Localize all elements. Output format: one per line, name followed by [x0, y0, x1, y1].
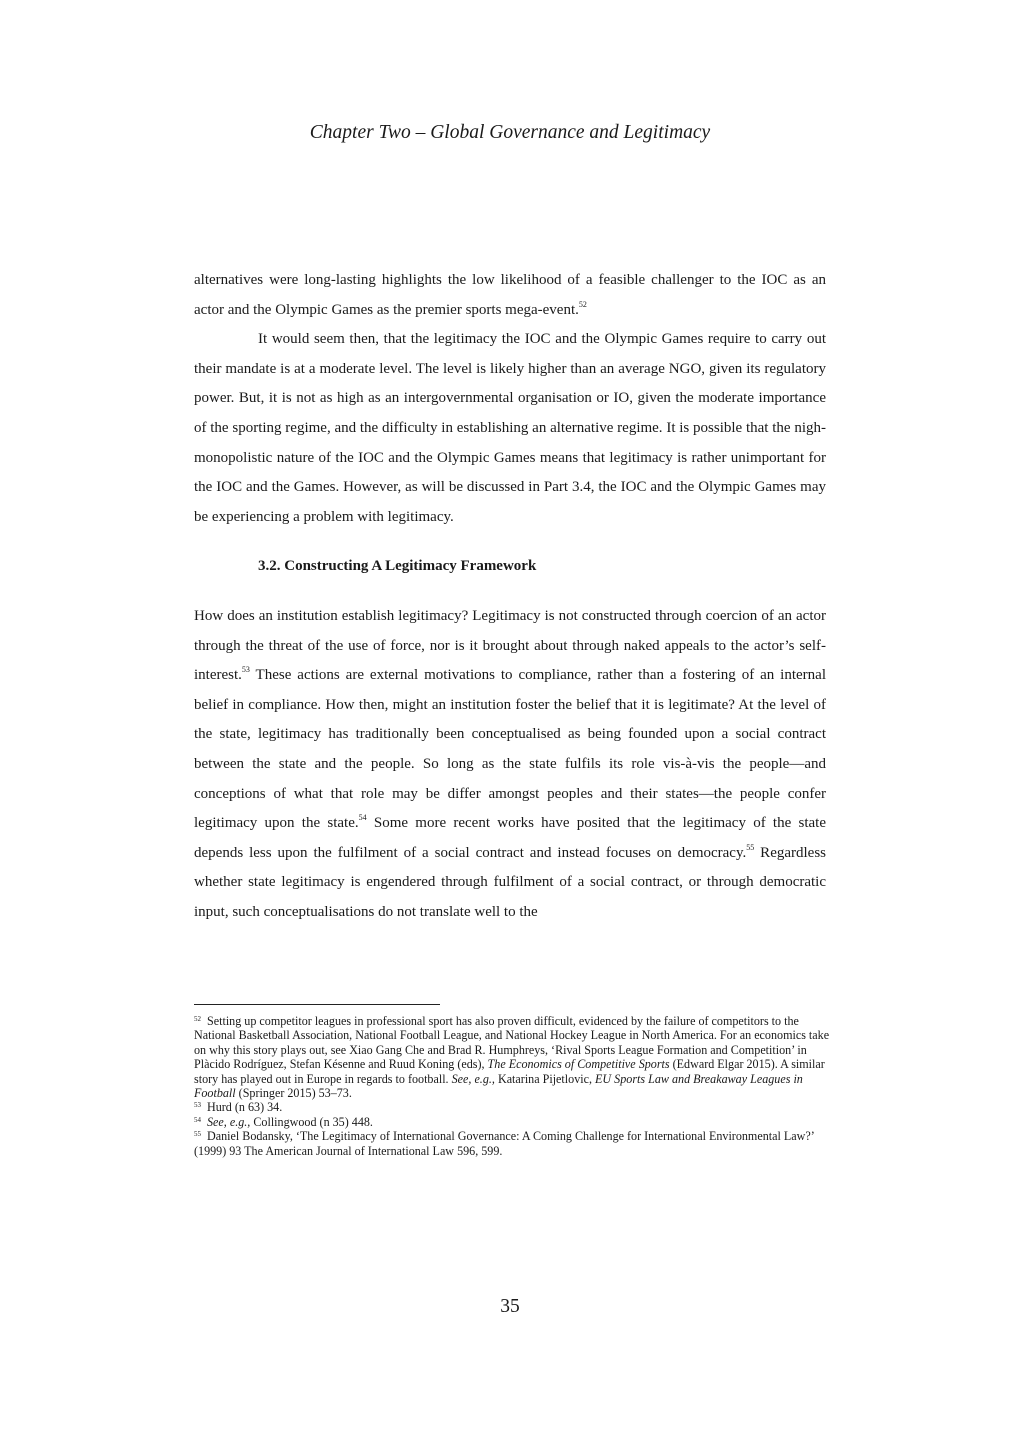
paragraph-legitimacy-level: It would seem then, that the legitimacy the IOC and the Olympic Games require to carry out their mandate is at a moderate level. The level is likely higher than an average NGO, given its regulatory power. But, it is not as high as an intergovernmental organisation or IO, given the moderate importance of the sporting regime, and the difficulty in establishing an alternative regime. It is possible that the nigh-monopolistic nature of the IOC and the Olympic Games means that legitimacy is rather unimportant for the IOC and the Games. However, as will be discussed in Part 3.4, the IOC and the Olympic Games may be experiencing a problem with legitimacy. [194, 331, 826, 525]
footnote-54: $^{54}$ See, e.g., Collingwood (n 35) 448. [194, 1114, 373, 1129]
section-heading: 3.2. Constructing A Legitimacy Framework [258, 558, 537, 575]
footnote-ref-54[interactable]: 54 [358, 813, 367, 823]
paragraph-framework: How does an institution establish legitimacy? Legitimacy is not constructed through coercion of an actor through the threat of the use of force, nor is it brought about through naked appeals to the actor’s self-interest.$^{53}$ These actions are external motivations to compliance, rather than a fostering of an internal belief in compliance. How then, might an institution foster the belief that it is legitimate? At the level of the state, legitimacy has traditionally been conceptualised as being founded upon a social contract between the state and the people. So long as the state fulfils its role vis-à-vis the people—and conceptions of what that role may be differ amongst peoples and their states—the people confer legitimacy upon the state.$^{54}$ Some more recent works have posited that the legitimacy of the state depends less upon the fulfilment of a social contract and instead focuses on democracy.$^{55}$ Regardless whether state legitimacy is engendered through fulfilment of a social contract, or through democratic input, such conceptualisations do not translate well to the [194, 607, 826, 920]
page-number: 35 [500, 1296, 520, 1317]
footnote-ref-52[interactable]: 52 [578, 299, 587, 309]
footnote-53: $^{53}$ Hurd (n 63) 34. [194, 1100, 283, 1115]
footnote-55: $^{55}$ Daniel Bodansky, ‘The Legitimacy of International Governance: A Coming Challenge for International Environmental Law?’ (1999) 93 The American Journal of International Law 596, 599. [194, 1129, 814, 1158]
footnote-divider [194, 1004, 440, 1005]
main-text [194, 266, 826, 927]
footnote-52: $^{52}$ Setting up competitor leagues in professional sport has also proven difficult, evidenced by the failure of competitors to the National Basketball Association, National Football League, and National Hockey League in North America. For an economics take on why this story plays out, see Xiao Gang Che and Brad R. Humphreys, ‘Rival Sports League Formation and Competition’ in Plàcido Rodríguez, Stefan Késenne and Ruud Koning (eds), The Economics of Competitive Sports (Edward Elgar 2015). A similar story has played out in Europe in regards to football. See, e.g., Katarina Pijetlovic, EU Sports Law and Breakaway Leagues in Football (Springer 2015) 53–73. [194, 1014, 830, 1101]
footnotes [194, 1014, 830, 1158]
footnote-ref-53[interactable]: 53 [241, 665, 250, 675]
paragraph-continuation: alternatives were long-lasting highlights the low likelihood of a feasible challenger to the IOC as an actor and the Olympic Games as the premier sports mega-event.$^{52}$ [194, 272, 826, 318]
footnote-ref-55[interactable]: 55 [746, 842, 755, 852]
running-header: Chapter Two – Global Governance and Legitimacy [309, 122, 711, 143]
